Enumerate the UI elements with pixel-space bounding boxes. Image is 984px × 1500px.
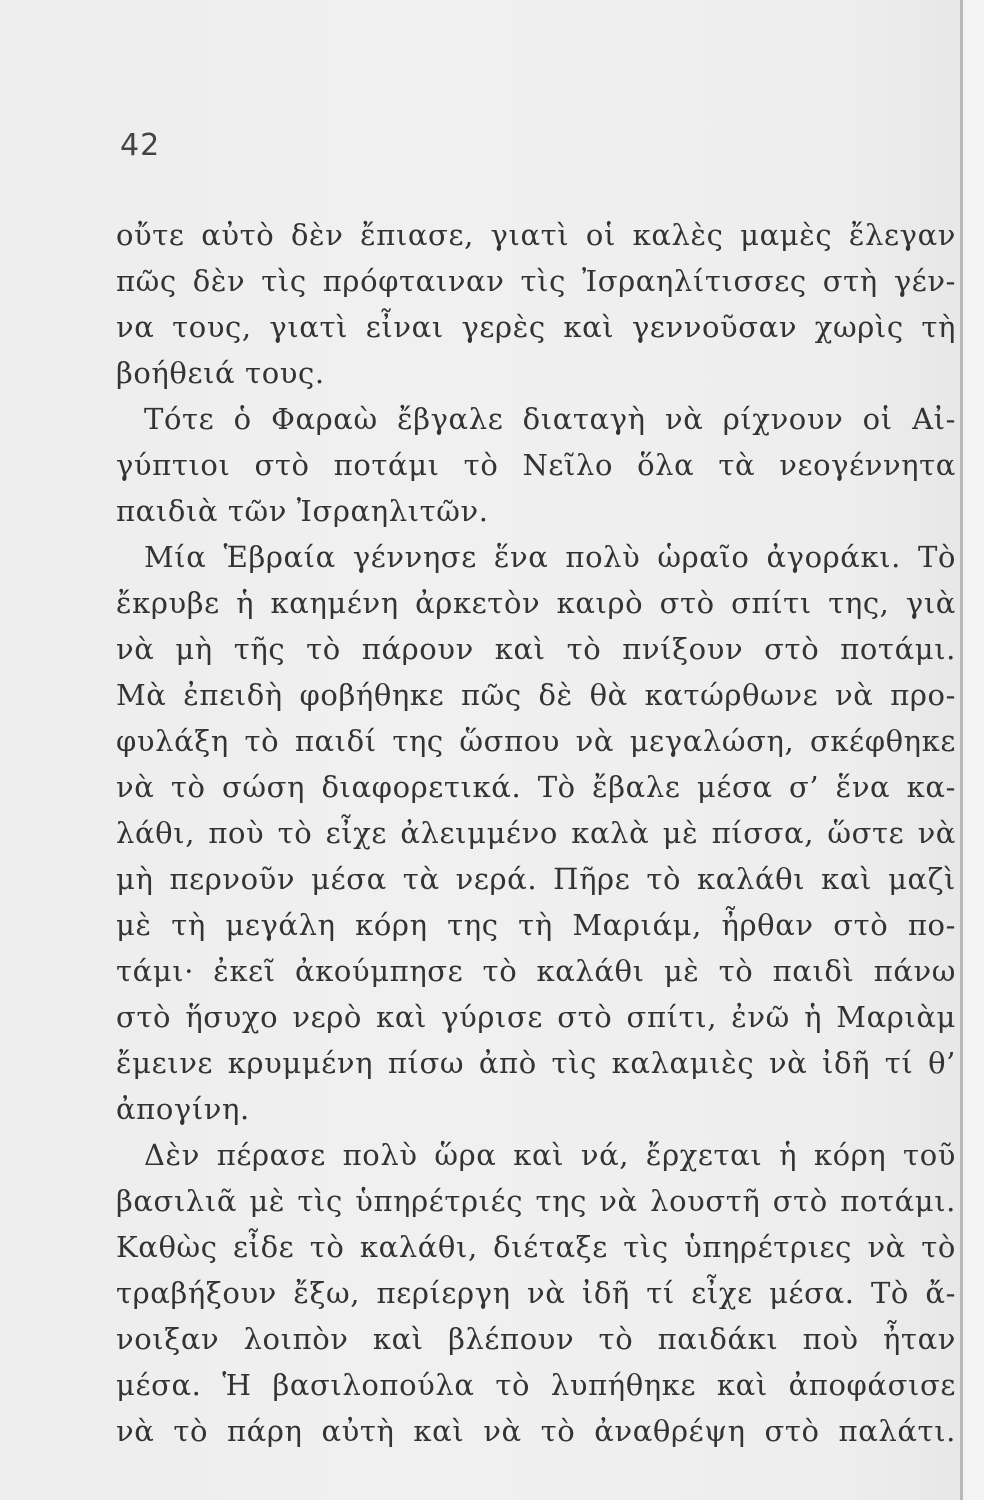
text-line: Δὲν πέρασε πολὺ ὥρα καὶ νά, ἔρχεται ἡ κόρη τοῦ <box>144 1138 956 1172</box>
page-number: 42 <box>120 128 161 163</box>
text-line: φυλάξη τὸ παιδί της ὥσπου νὰ μεγαλώση, σκέφθηκε <box>116 724 956 758</box>
text-line: Μὰ ἐπειδὴ φοβήθηκε πῶς δὲ θὰ κατώρθωνε νὰ προ- <box>116 678 956 712</box>
text-line: νὰ τὸ σώση διαφορετικά. Τὸ ἔβαλε μέσα σ’ ἕνα κα- <box>116 770 956 804</box>
text-line: ἀπογίνη. <box>116 1092 250 1126</box>
text-line: νοιξαν λοιπὸν καὶ βλέπουν τὸ παιδάκι ποὺ ἦταν <box>116 1322 956 1356</box>
text-line: νὰ μὴ τῆς τὸ πάρουν καὶ τὸ πνίξουν στὸ ποτάμι. <box>116 632 956 666</box>
text-line: ἔκρυβε ἡ καημένη ἀρκετὸν καιρὸ στὸ σπίτι της, γιὰ <box>116 586 956 620</box>
text-line: μὲ τὴ μεγάλη κόρη της τὴ Μαριάμ, ἦρθαν στὸ πο- <box>116 908 956 942</box>
text-line: Καθὼς εἶδε τὸ καλάθι, διέταξε τὶς ὑπηρέτριες νὰ τὸ <box>116 1230 956 1264</box>
text-line: στὸ ἥσυχο νερὸ καὶ γύρισε στὸ σπίτι, ἐνῶ ἡ Μαριὰμ <box>116 1000 956 1034</box>
text-line: ἔμεινε κρυμμένη πίσω ἀπὸ τὶς καλαμιὲς νὰ ἰδῆ τί θ’ <box>116 1046 956 1080</box>
text-line: βασιλιᾶ μὲ τὶς ὑπηρέτριές της νὰ λουστῆ στὸ ποτάμι. <box>116 1184 956 1218</box>
text-line: τάμι· ἐκεῖ ἀκούμπησε τὸ καλάθι μὲ τὸ παιδὶ πάνω <box>116 954 956 988</box>
text-line: μέσα. Ἡ βασιλοπούλα τὸ λυπήθηκε καὶ ἀποφάσισε <box>116 1368 956 1402</box>
text-line: οὔτε αὐτὸ δὲν ἔπιασε, γιατὶ οἱ καλὲς μαμὲς ἔλεγαν <box>116 218 956 252</box>
text-line: Μία Ἑβραία γέννησε ἕνα πολὺ ὡραῖο ἀγοράκι. Τὸ <box>144 540 956 574</box>
text-line: λάθι, ποὺ τὸ εἶχε ἀλειμμένο καλὰ μὲ πίσσα, ὥστε νὰ <box>116 816 956 850</box>
text-line: να τους, γιατὶ εἶναι γερὲς καὶ γεννοῦσαν χωρὶς τὴ <box>116 310 956 344</box>
body-text <box>116 212 956 1454</box>
text-line: μὴ περνοῦν μέσα τὰ νερά. Πῆρε τὸ καλάθι καὶ μαζὶ <box>116 862 956 896</box>
text-line: Τότε ὁ Φαραὼ ἔβγαλε διαταγὴ νὰ ρίχνουν οἱ Αἰ- <box>144 402 956 436</box>
text-line: γύπτιοι στὸ ποτάμι τὸ Νεῖλο ὅλα τὰ νεογέννητα <box>116 448 956 482</box>
text-line: νὰ τὸ πάρη αὐτὴ καὶ νὰ τὸ ἀναθρέψη στὸ παλάτι. <box>116 1414 956 1448</box>
text-line: τραβήξουν ἔξω, περίεργη νὰ ἰδῆ τί εἶχε μέσα. Τὸ ἄ- <box>116 1276 956 1310</box>
text-line: παιδιὰ τῶν Ἰσραηλιτῶν. <box>116 494 489 528</box>
text-line: πῶς δὲν τὶς πρόφταιναν τὶς Ἰσραηλίτισσες στὴ γέν- <box>116 264 956 298</box>
page-margin-shadow <box>963 0 984 1500</box>
text-line: βοήθειά τους. <box>116 356 325 390</box>
